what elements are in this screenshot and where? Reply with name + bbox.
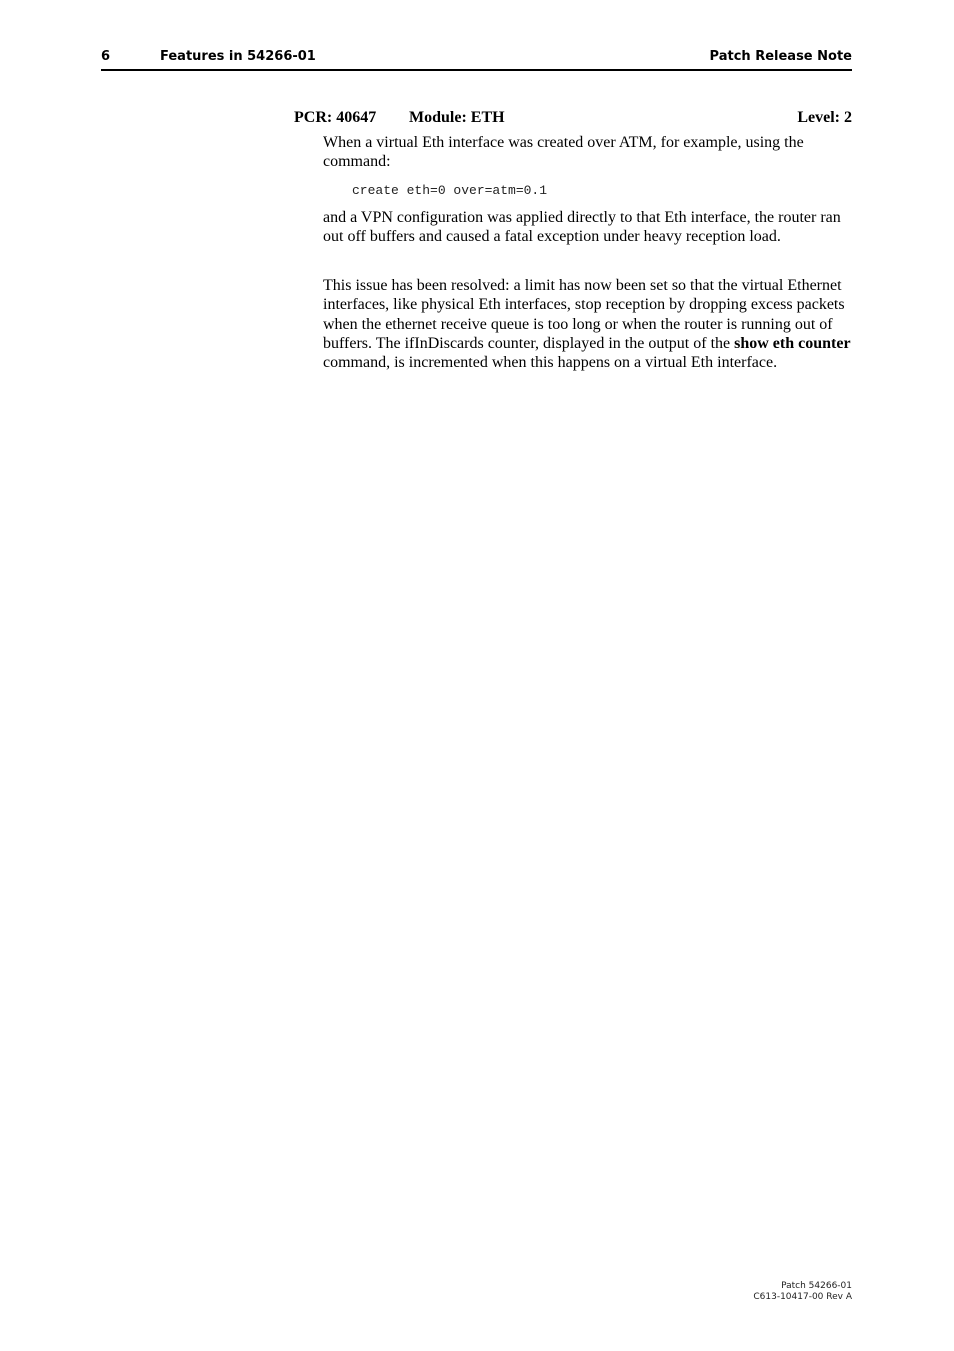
resolution-text-start: This issue has been resolved: a limit has now been set so that the virtual Ethernet interfaces, like physical Eth interfaces, stop reception by dropping excess packets when the ethernet receive queue is too long or when the router is running out of buffers. The ifInDiscards counter, displayed in the output of the: [323, 277, 845, 352]
footer-patch: Patch 54266-01: [781, 1281, 852, 1291]
footer-doc-number: C613-10417-00 Rev A: [753, 1292, 852, 1302]
paragraph-intro: When a virtual Eth interface was created over ATM, for example, using the command:: [323, 134, 804, 171]
resolution-text-end: command, is incremented when this happens on a virtual Eth interface.: [323, 354, 778, 372]
page-footer: [753, 1281, 852, 1303]
pcr-id: PCR: 40647: [294, 109, 377, 126]
section-title: Features in 54266-01: [160, 49, 316, 64]
paragraph-resolution: [323, 276, 853, 372]
pcr-level: Level: 2: [797, 109, 852, 126]
page-header: [101, 48, 852, 71]
document-title: Patch Release Note: [709, 49, 852, 64]
page-number: 6: [101, 49, 111, 64]
pcr-heading: [294, 108, 852, 128]
code-example: create eth=0 over=atm=0.1: [352, 183, 548, 198]
pcr-module: Module: ETH: [409, 109, 505, 126]
command-name: show eth counter: [734, 334, 851, 352]
paragraph-problem: and a VPN configuration was applied directly to that Eth interface, the router ran out off buffers and caused a fatal exception under heavy reception load.: [323, 209, 841, 246]
